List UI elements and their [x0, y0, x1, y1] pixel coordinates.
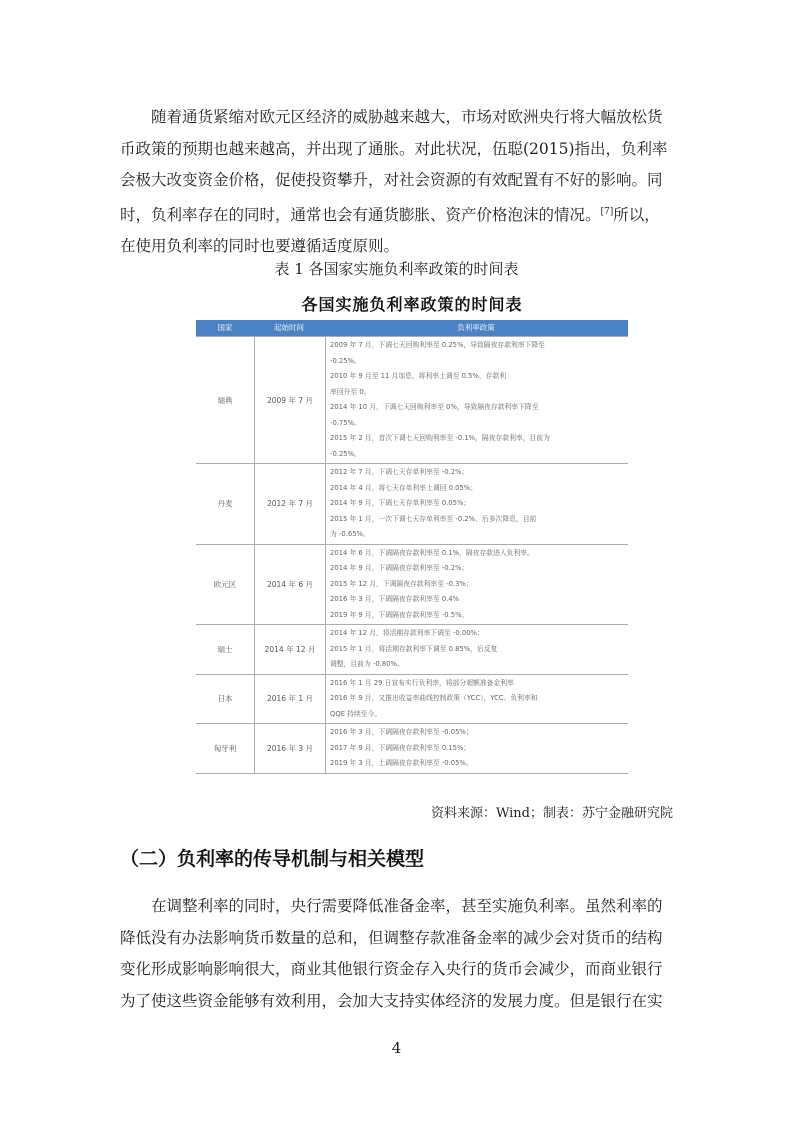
text-line: 为了使这些资金能够有效利用，会加大支持实体经济的发展力度。但是银行在实 — [120, 991, 663, 1010]
policy-line: 2019 年 3 月，上调隔夜存款利率至 -0.05%。 — [330, 759, 473, 767]
table-bottom-border — [196, 773, 628, 780]
policy-line: 调整，目前为 -0.80%。 — [330, 660, 404, 668]
policy-line: 2014 年 6 月，下调隔夜存款利率至 0.1%，隔夜存款进入负利率。 — [330, 548, 534, 557]
country-cell: 瑞典 — [196, 337, 255, 463]
body-paragraph-1 — [120, 102, 674, 263]
country-cell: 丹麦 — [196, 464, 255, 544]
table-body — [196, 336, 628, 773]
start-date-cell: 2014 年 12 月 — [255, 625, 326, 674]
source-note: 资料来源：Wind；制表：苏宁金融研究院 — [431, 806, 673, 821]
text-line — [120, 197, 674, 232]
policy-line: 2014 年 9 月，下调隔夜存款利率至 -0.2%； — [330, 564, 469, 572]
policy-line: 2015 年 1 月，将活期存款利率下调至 0.85%，后反复 — [330, 644, 498, 653]
policy-line: -0.25%。 — [330, 449, 361, 458]
start-date-cell: 2012 年 7 月 — [255, 464, 326, 544]
text-line: 在使用负利率的同时也要遵循适度原则。 — [120, 237, 400, 256]
text-fragment: 时，负利率存在的同时，通常也会有通货膨胀、资产价格泡沫的情况。 — [120, 205, 601, 224]
body-paragraph-2 — [120, 891, 674, 1017]
policy-line: 2015 年 1 月，一次下调七天存单利率至 -0.2%，后多次降息，目前 — [330, 514, 537, 523]
policy-line: 2009 年 7 月，下调七天回购利率至 0.25%，导致隔夜存款利率下降至 — [330, 341, 545, 349]
column-header-country: 国家 — [217, 323, 233, 332]
policy-line: 率回升至 0。 — [330, 387, 371, 396]
citation-marker: [7] — [600, 206, 614, 217]
text-line: 币政策的预期也越来越高，并出现了通胀。对此状况，伍聪(2015)指出，负利率 — [120, 139, 668, 158]
section-heading: （二）负利率的传导机制与相关模型 — [120, 848, 425, 870]
table-image — [196, 289, 628, 789]
policy-cell — [326, 545, 628, 625]
text-line: 在调整利率的同时，央行需要降低准备金率，甚至实施负利率。虽然利率的 — [151, 897, 663, 915]
table-header-row — [196, 320, 628, 336]
policy-line: 2016 年 3 月，下调隔夜存款利率至 -0.05%； — [330, 728, 473, 736]
policy-line: 2019 年 9 月，下调隔夜存款利率至 -0.5%。 — [330, 610, 469, 619]
page-number: 4 — [391, 1039, 402, 1057]
policy-line: 为 -0.65%。 — [330, 530, 370, 538]
text-line: 会极大改变资金价格，促使投资攀升，对社会资源的有效配置有不好的影响。同 — [120, 171, 663, 189]
policy-line: 2010 年 9 月至 11 月加息，将利率上调至 0.5%，存款利 — [330, 372, 507, 380]
policy-line: 2016 年 1 月 29 日宣布实行负利率，将部分超额准备金利率 — [330, 678, 514, 687]
policy-cell — [326, 724, 628, 773]
table-row — [196, 544, 628, 625]
policy-line: 2014 年 4 月，将七天存单利率上调回 0.05%； — [330, 483, 478, 492]
table-row — [196, 463, 628, 544]
table-row — [196, 624, 628, 674]
policy-cell — [326, 625, 628, 674]
start-date-cell: 2016 年 3 月 — [255, 724, 326, 773]
country-cell: 瑞士 — [196, 625, 255, 674]
country-cell: 欧元区 — [196, 545, 255, 625]
text-line: 变化形成影响影响很大，商业其他银行资金存入央行的货币会减少，而商业银行 — [120, 960, 663, 978]
policy-line: 2015 年 2 月，首次下调七天回购利率至 -0.1%，隔夜存款利率，目前为 — [330, 434, 550, 442]
start-date-cell: 2016 年 1 月 — [255, 675, 326, 724]
policy-line: 2017 年 9 月，下调隔夜存款利率至 0.15%； — [330, 743, 471, 752]
text-line: 降低没有办法影响货币数量的总和，但调整存款准备金率的减少会对货币的结构 — [120, 928, 663, 947]
policy-line: -0.75%。 — [330, 418, 361, 427]
table-row — [196, 336, 628, 463]
text-line: 随着通货紧缩对欧元区经济的威胁越来越大，市场对欧洲央行将大幅放松货 — [151, 108, 663, 126]
policy-line: 2014 年 10 月，下调七天回购利率至 0%，导致隔夜存款利率下降至 — [330, 403, 539, 411]
column-header-start: 起始时间 — [274, 323, 304, 332]
policy-cell — [326, 675, 628, 724]
policy-cell — [326, 337, 628, 463]
policy-line: 2014 年 9 月，下调七天存单利率至 0.05%； — [330, 499, 471, 507]
column-header-policy: 负利率政策 — [457, 323, 495, 332]
policy-line: 2014 年 12 月，将活期存款利率下调至 -0.00%； — [330, 629, 484, 637]
table-row — [196, 674, 628, 724]
policy-line: -0.25%。 — [330, 356, 361, 365]
policy-line: 2012 年 7 月，下调七天存单利率至 -0.2%； — [330, 468, 469, 476]
country-cell: 匈牙利 — [196, 724, 255, 773]
policy-line: 2015 年 12 月，下调隔夜存款利率至 -0.3%； — [330, 579, 473, 588]
policy-line: 2016 年 9 月，又推出收益率曲线控制政策（YCC），YCC、负利率和 — [330, 694, 538, 702]
policy-line: 2016 年 3 月，下调隔夜存款利率至 0.4% — [330, 595, 460, 603]
table-title: 各国实施负利率政策的时间表 — [301, 295, 523, 314]
start-date-cell: 2014 年 6 月 — [255, 545, 326, 625]
policy-cell — [326, 464, 628, 544]
start-date-cell: 2009 年 7 月 — [255, 337, 326, 463]
country-cell: 日本 — [196, 675, 255, 724]
text-fragment: 所以， — [613, 205, 660, 224]
policy-line: QQE 持续至今。 — [330, 709, 382, 718]
table-caption: 表 1 各国家实施负利率政策的时间表 — [274, 260, 519, 278]
table-row — [196, 723, 628, 773]
